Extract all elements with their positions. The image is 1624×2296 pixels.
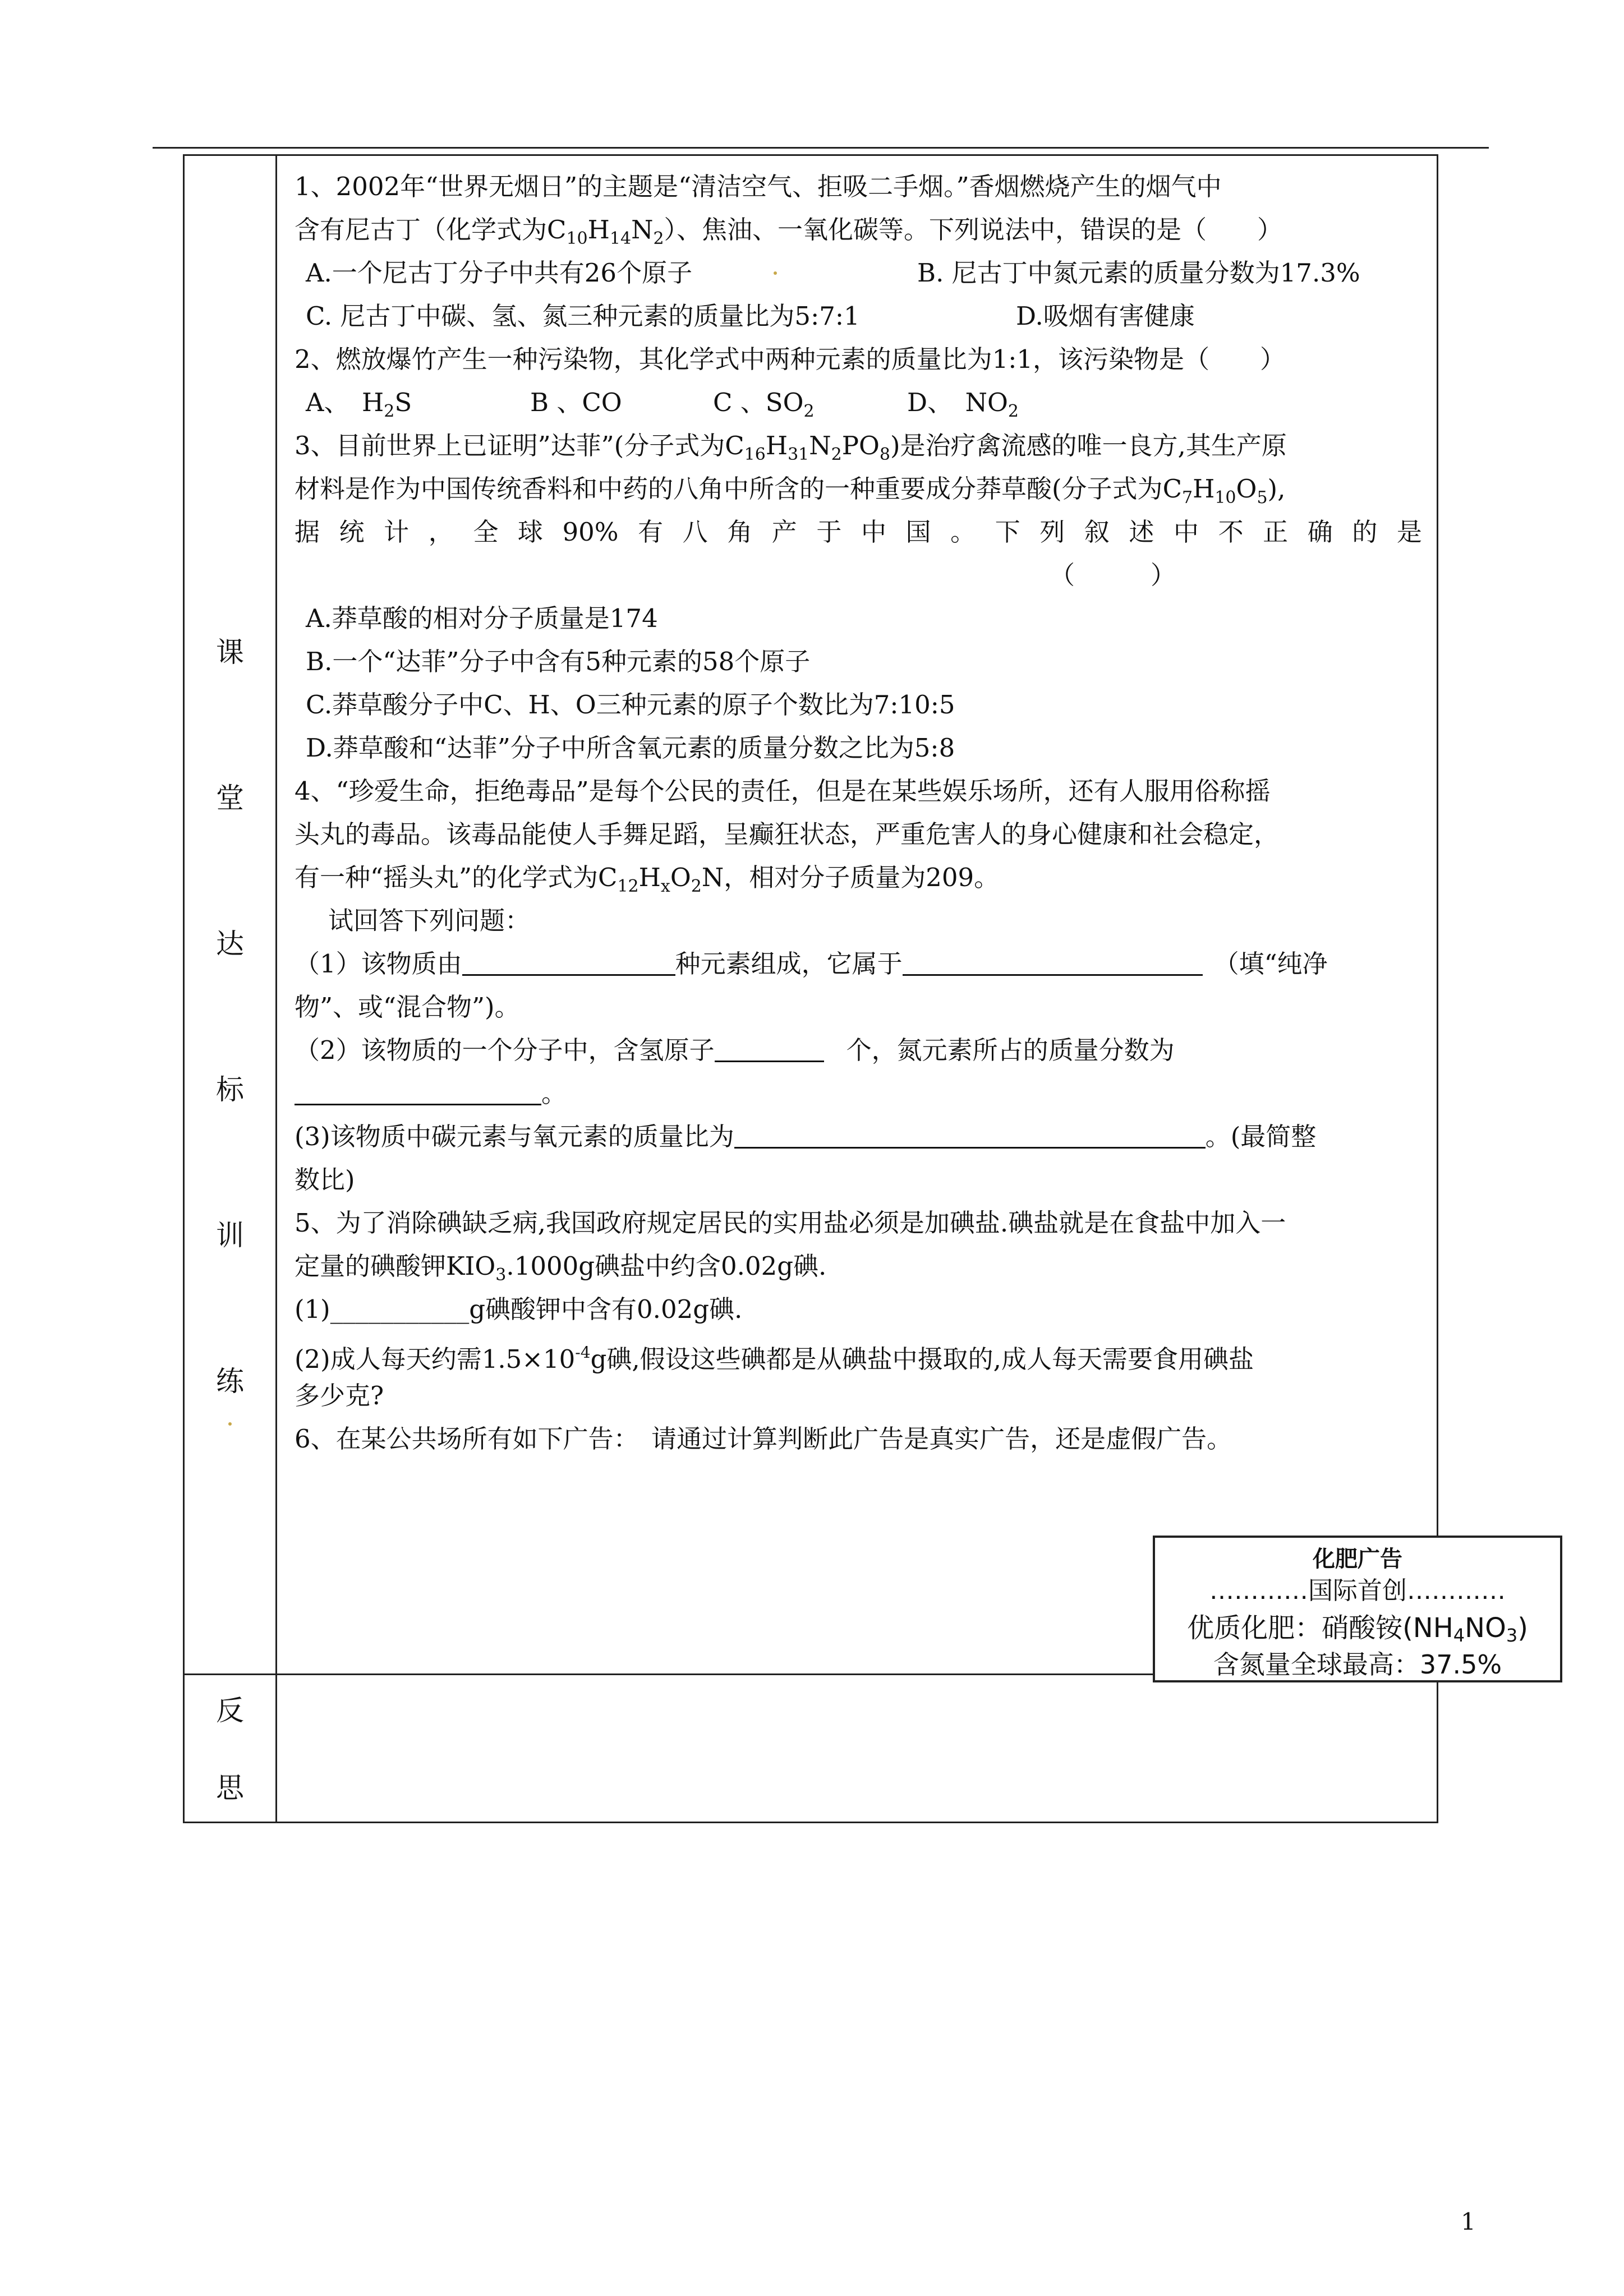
q4-part1-cont: 物”、或“混合物”)。 <box>295 992 520 1022</box>
q3-option-c: C.莽草酸分子中C、H、O三种元素的原子个数比为7:10:5 <box>306 690 955 720</box>
side-label-char: 练 <box>216 1365 244 1398</box>
side-label-char: 训 <box>216 1219 244 1252</box>
decorative-dot <box>228 1422 232 1426</box>
ad-line: 优质化肥：硝酸铵(NH4NO3) <box>1187 1612 1528 1646</box>
q4-part3-cont: 数比) <box>295 1165 355 1195</box>
q3-option-a: A.莽草酸的相对分子质量是174 <box>306 603 658 633</box>
q5-part2-cont: 多少克? <box>295 1381 384 1410</box>
q1-line: 含有尼古丁（化学式为$C_{10}H_{14}N_2$）、焦油、一氧化碳等。下列说法中，错误的是（ ） <box>295 215 1283 248</box>
q2-option-c: C 、$SO_2$ <box>713 388 815 421</box>
q4-part2: （2）该物质的一个分子中，含氢原子 个，氮元素所占的质量分数为 <box>295 1035 1175 1065</box>
decorative-dot <box>774 271 777 275</box>
answer-blank[interactable] <box>295 1080 541 1105</box>
q3-option-d: D.莽草酸和“达菲”分子中所含氧元素的质量分数之比为5:8 <box>306 733 955 763</box>
q1-option-b: B. 尼古丁中氮元素的质量分数为17.3% <box>917 258 1360 288</box>
q3-answer-paren: （ ） <box>1050 560 1176 590</box>
side-label-char: 课 <box>216 636 244 668</box>
ad-line: …………国际首创………… <box>1209 1576 1506 1605</box>
q4-part1: （1）该物质由 种元素组成，它属于 （填“纯净 <box>295 949 1328 979</box>
header-rule <box>153 147 1489 149</box>
q2-option-d: D、 $NO_2$ <box>907 388 1019 421</box>
q3-line: 材料是作为中国传统香料和中药的八角中所含的一种重要成分莽草酸(分子式为$C_7H_{10}O_5$), <box>295 474 1286 508</box>
column-divider <box>275 156 277 1822</box>
q4-part2-cont: 。 <box>295 1072 567 1115</box>
q5-part1: (1)___________g碘酸钾中含有0.02g碘. <box>295 1294 743 1324</box>
side-label-char: 标 <box>216 1073 244 1106</box>
q4-part3: (3)该物质中碳元素与氧元素的质量比为 。(最简整 <box>295 1122 1317 1151</box>
q4-line: 头丸的毒品。该毒品能使人手舞足蹈，呈癫狂状态，严重危害人的身心健康和社会稳定， <box>295 819 1280 849</box>
q1-option-a: A.一个尼古丁分子中共有26个原子 <box>306 258 693 288</box>
page-number: 1 <box>1461 2208 1476 2235</box>
ad-title: 化肥广告 <box>1313 1546 1402 1572</box>
q5-line: 5、为了消除碘缺乏病,我国政府规定居民的实用盐必须是加碘盐.碘盐就是在食盐中加入一 <box>295 1208 1286 1238</box>
q2-option-b: B 、CO <box>530 388 622 417</box>
fertilizer-ad-image <box>1153 1536 1562 1682</box>
side-label-char: 堂 <box>216 782 244 814</box>
q2-stem: 2、燃放爆竹产生一种污染物，其化学式中两种元素的质量比为1:1，该污染物是（ ） <box>295 344 1286 374</box>
q4-line: 有一种“摇头丸”的化学式为$C_{12}H_xO_2N$，相对分子质量为209。 <box>295 863 1000 896</box>
ad-line: 含氮量全球最高：37.5% <box>1213 1649 1502 1680</box>
q5-part2: (2)成人每天约需$1.5\times 10^{-4}g$碘,假设这些碘都是从碘盐中摄取的,成人每天需要食用碘盐 <box>295 1343 1254 1374</box>
q1-line: 1、2002年“世界无烟日”的主题是“清洁空气、拒吸二手烟。”香烟燃烧产生的烟气中 <box>295 172 1222 201</box>
answer-blank[interactable]: ___________ <box>330 1294 470 1324</box>
answer-blank[interactable] <box>903 951 1203 976</box>
q4-line: 4、“珍爱生命，拒绝毒品”是每个公民的责任，但是在某些娱乐场所，还有人服用俗称摇 <box>295 776 1271 806</box>
side-label-char: 达 <box>216 928 244 960</box>
answer-blank[interactable] <box>715 1037 824 1062</box>
answer-blank[interactable] <box>462 951 675 976</box>
answer-blank[interactable] <box>734 1123 1206 1149</box>
q4-instruction: 试回答下列问题： <box>328 906 531 935</box>
q3-justified-line: 据 统 计 ， 全 球 90% 有 八 角 产 于 中 国 。 下 列 叙 述 中 不 正 确 的 是 <box>295 517 1422 547</box>
q2-option-a: A、 $H_2S$ <box>306 388 412 421</box>
worksheet-table <box>183 154 1528 1823</box>
q5-line: 定量的碘酸钾$KIO_3.1000g$碘盐中约含0.02g碘. <box>295 1251 827 1285</box>
q6-stem: 6、在某公共场所有如下广告： 请通过计算判断此广告是真实广告，还是虚假广告。 <box>295 1424 1232 1454</box>
q1-option-d: D.吸烟有害健康 <box>1016 301 1195 331</box>
reflection-label-char: 思 <box>216 1772 244 1804</box>
q3-line: 3、目前世界上已证明”达菲”(分子式为$C_{16}H_{31}N_2PO_8$)是治疗禽流感的唯一良方,其生产原 <box>295 431 1287 464</box>
reflection-label-char: 反 <box>216 1694 244 1727</box>
q1-option-c: C. 尼古丁中碳、氢、氮三种元素的质量比为5:7:1 <box>306 301 860 331</box>
q3-option-b: B.一个“达菲”分子中含有5种元素的58个原子 <box>306 647 811 676</box>
